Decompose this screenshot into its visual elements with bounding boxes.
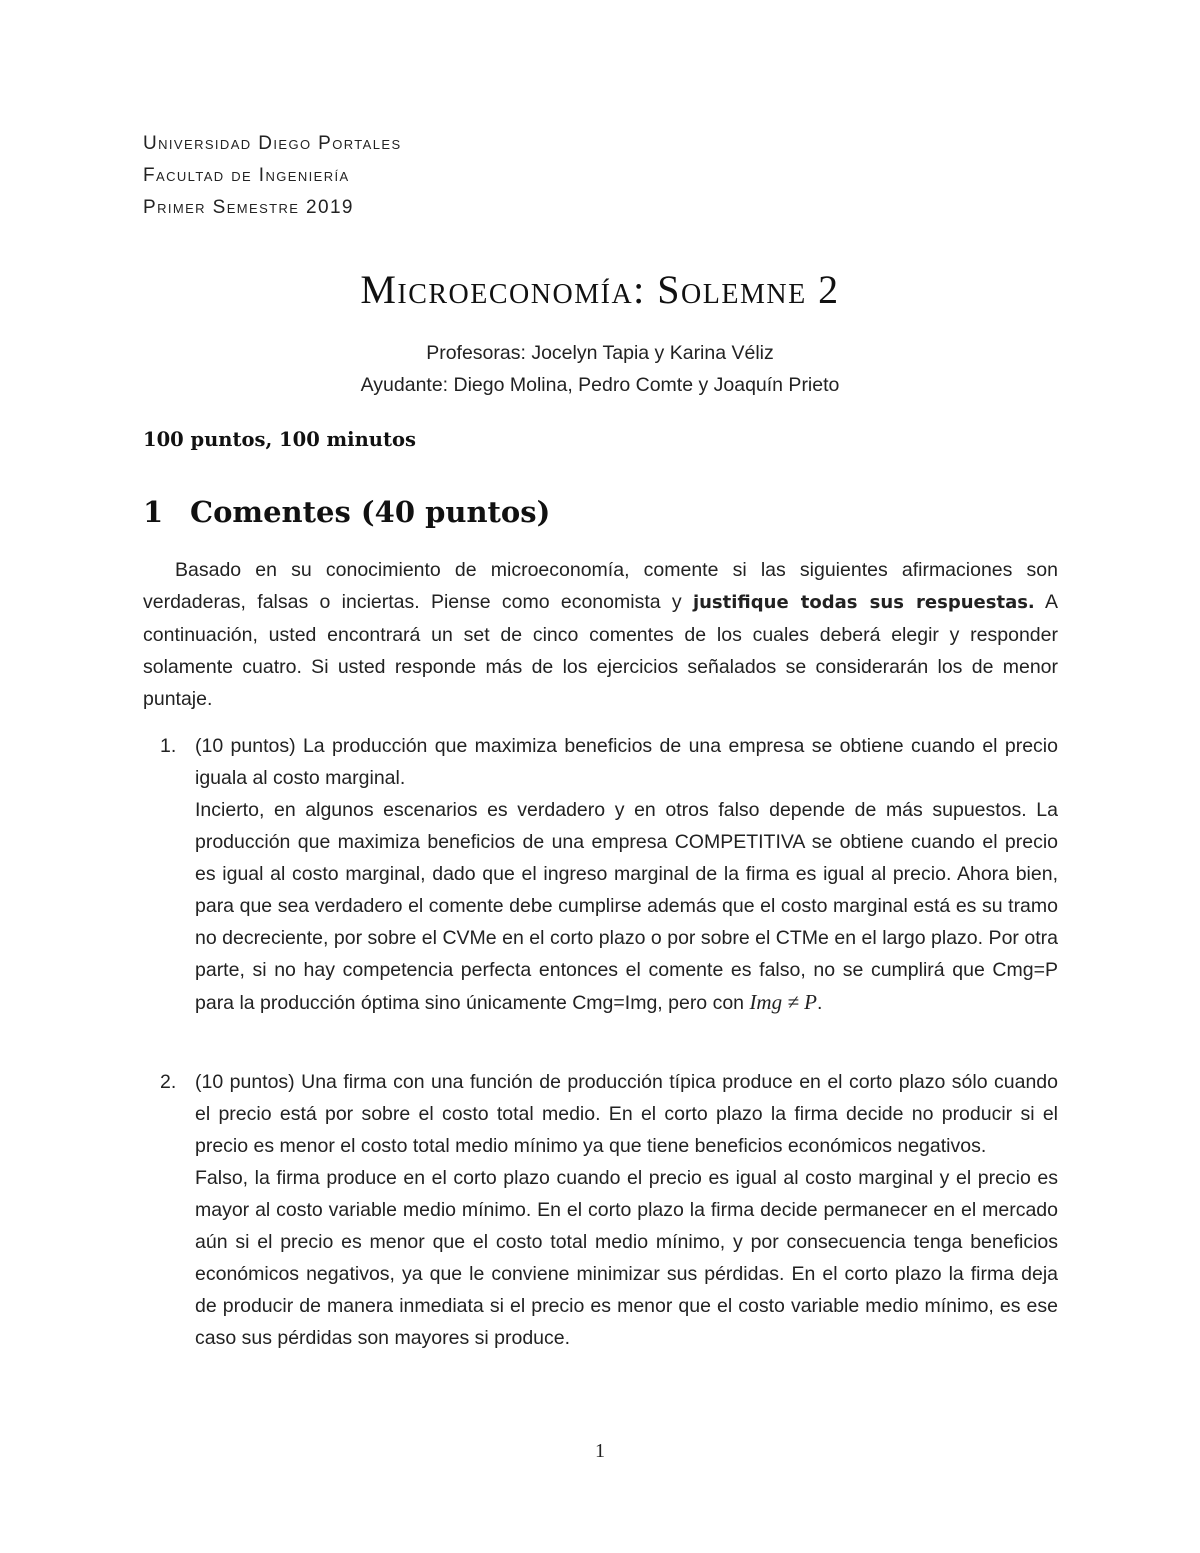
intro-paragraph <box>143 554 1058 715</box>
section-heading <box>143 495 550 529</box>
points-time-label: 100 puntos, 100 minutos <box>143 428 416 451</box>
faculty-name: Facultad de Ingeniería <box>143 165 350 186</box>
professors-line: Profesoras: Jocelyn Tapia y Karina Véliz <box>426 342 774 364</box>
intro-text-1: Basado en su conocimiento de microeconomía, comente si las siguientes afirmaciones son verdaderas, falsas o inciertas. Piense como economista y <box>143 559 1058 613</box>
intro-bold: justifique todas sus respuestas. <box>692 592 1035 613</box>
document-title: Microeconomía: Solemne 2 <box>360 267 840 312</box>
semester-label: Primer Semestre 2019 <box>143 197 354 218</box>
assistants-line: Ayudante: Diego Molina, Pedro Comte y Joaquín Prieto <box>360 374 840 396</box>
inequality-math: Img ≠ P <box>749 990 817 1014</box>
page-number: 1 <box>595 1440 605 1462</box>
item-statement: (10 puntos) La producción que maximiza beneficios de una empresa se obtiene cuando el precio iguala al costo marginal. <box>195 735 1058 789</box>
list-item <box>160 730 1058 1019</box>
item-marker: 1. <box>160 735 177 757</box>
item-answer-block <box>195 794 1058 1019</box>
item-statement: (10 puntos) Una firma con una función de producción típica produce en el corto plazo sólo cuando el precio está por sobre el costo total medio. En el corto plazo la firma decide no producir si el precio es menor el costo total medio mínimo ya que tiene beneficios económicos negativos. <box>195 1071 1058 1157</box>
university-name: Universidad Diego Portales <box>143 133 402 154</box>
intro-text-2: A continuación, usted encontrará un set de cinco comentes de los cuales deberá elegir y responder solamente cuatro. Si usted responde más de los ejercicios señalados se considerarán los de menor puntaje. <box>143 591 1059 710</box>
item-answer: Incierto, en algunos escenarios es verdadero y en otros falso depende de más supuestos. La producción que maximiza beneficios de una empresa COMPETITIVA se obtiene cuando el precio es igual al costo marginal, dado que el ingreso marginal de la firma es igual al precio. Ahora bien, para que sea verdadero el comente debe cumplirse además que el costo marginal está es su tramo no decreciente, por sobre el CVMe en el corto plazo o por sobre el CTMe en el largo plazo. Por otra parte, si no hay competencia perfecta entonces el comente es falso, no se cumplirá que Cmg=P para la producción óptima sino únicamente Cmg=Img, pero con <box>195 799 1058 1014</box>
section-number: 1 <box>143 495 164 529</box>
item-answer: Falso, la firma produce en el corto plazo cuando el precio es igual al costo marginal y el precio es mayor al costo variable medio mínimo. En el corto plazo la firma decide permanecer en el mercado aún si el precio es menor que el costo total medio mínimo, y por consecuencia tenga beneficios económicos negativos, ya que le conviene minimizar sus pérdidas. En el corto plazo la firma deja de producir de manera inmediata si el precio es menor que el costo variable medio mínimo, es ese caso sus pérdidas son mayores si produce. <box>195 1167 1058 1349</box>
item-marker: 2. <box>160 1071 177 1093</box>
item-answer-end: . <box>816 992 823 1014</box>
section-title: Comentes (40 puntos) <box>190 495 551 529</box>
list-item <box>160 1066 1058 1354</box>
